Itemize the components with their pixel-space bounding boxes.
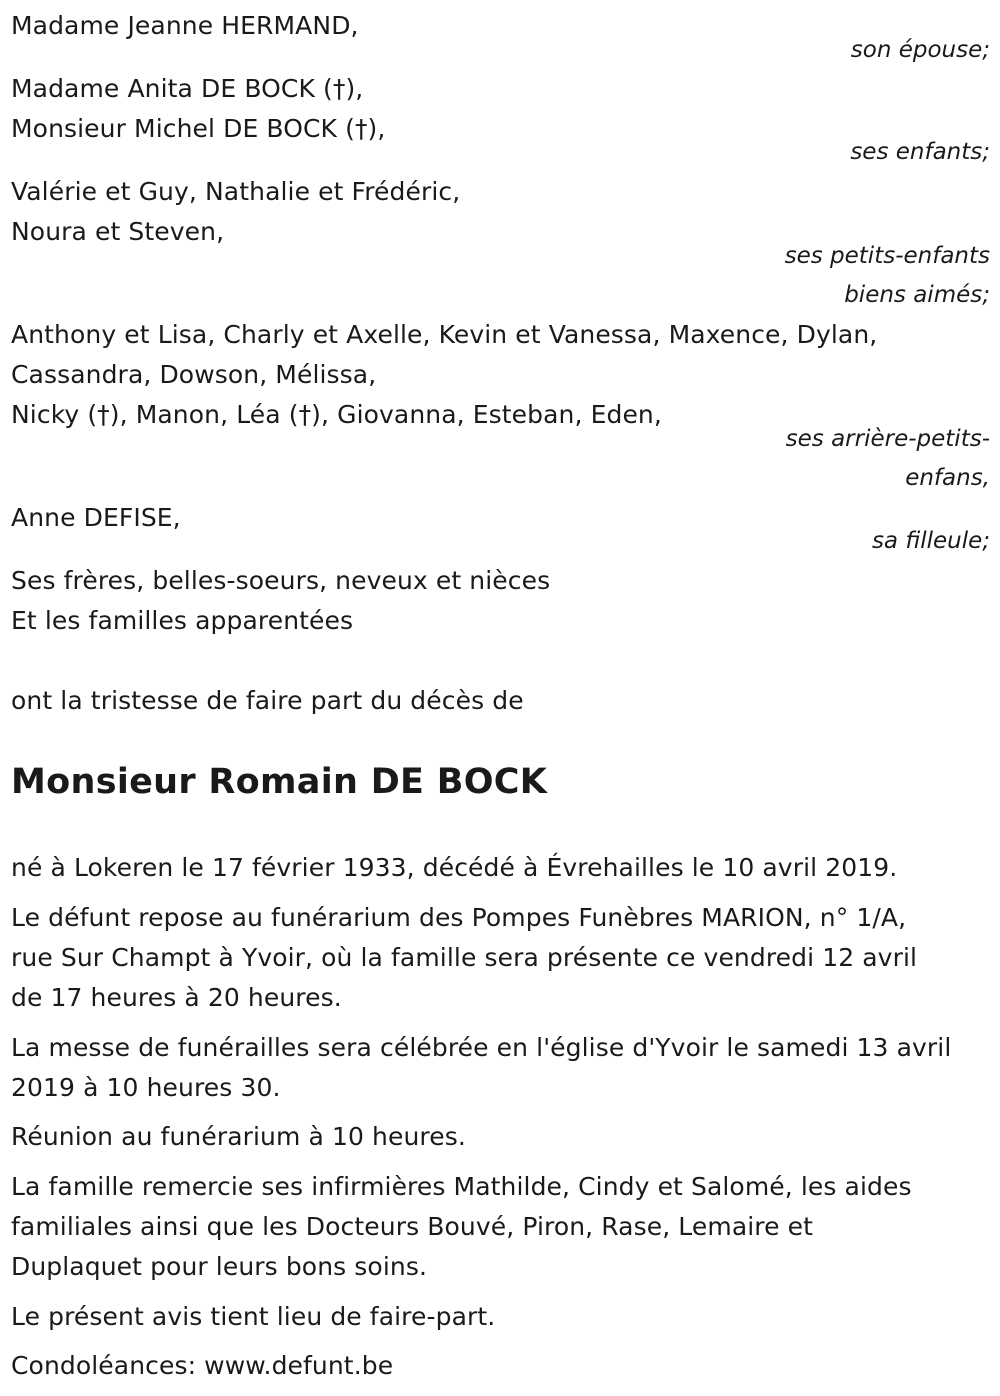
mass-line-1: La messe de funérailles sera célébrée en l'église d'Yvoir le samedi 13 avril xyxy=(11,1033,952,1062)
deceased-name: Monsieur Romain DE BOCK xyxy=(11,762,548,802)
grandchildren-relation-1: ses petits-enfants xyxy=(784,243,990,269)
siblings-line-2: Et les familles apparentées xyxy=(11,606,354,635)
repose-line-2: rue Sur Champt à Yvoir, où la famille sera présente ce vendredi 12 avril xyxy=(11,943,918,972)
greatgrandchildren-line-1: Anthony et Lisa, Charly et Axelle, Kevin et Vanessa, Maxence, Dylan, xyxy=(11,320,878,349)
spouse-relation: son épouse; xyxy=(850,37,990,63)
children-relation: ses enfants; xyxy=(850,139,990,165)
notice-line: Le présent avis tient lieu de faire-part. xyxy=(11,1302,496,1331)
announcement-intro: ont la tristesse de faire part du décès de xyxy=(11,686,524,715)
grandchildren-relation-2: biens aimés; xyxy=(844,282,990,308)
goddaughter-relation: sa filleule; xyxy=(871,528,990,554)
thanks-line-3: Duplaquet pour leurs bons soins. xyxy=(11,1252,427,1281)
children-line-1: Madame Anita DE BOCK (†), xyxy=(11,74,364,103)
meeting-line: Réunion au funérarium à 10 heures. xyxy=(11,1122,466,1151)
goddaughter-line: Anne DEFISE, xyxy=(11,503,181,532)
repose-line-1: Le défunt repose au funérarium des Pompes Funèbres MARION, n° 1/A, xyxy=(11,903,907,932)
birth-death-line: né à Lokeren le 17 février 1933, décédé à Évrehailles le 10 avril 2019. xyxy=(11,853,898,882)
thanks-line-2: familiales ainsi que les Docteurs Bouvé, Piron, Rase, Lemaire et xyxy=(11,1212,814,1241)
thanks-line-1: La famille remercie ses infirmières Mathilde, Cindy et Salomé, les aides xyxy=(11,1172,912,1201)
siblings-line-1: Ses frères, belles-soeurs, neveux et nièces xyxy=(11,566,551,595)
grandchildren-line-1: Valérie et Guy, Nathalie et Frédéric, xyxy=(11,177,461,206)
greatgrandchildren-line-3: Nicky (†), Manon, Léa (†), Giovanna, Esteban, Eden, xyxy=(11,400,662,429)
repose-line-3: de 17 heures à 20 heures. xyxy=(11,983,342,1012)
grandchildren-line-2: Noura et Steven, xyxy=(11,217,225,246)
greatgrandchildren-line-2: Cassandra, Dowson, Mélissa, xyxy=(11,360,377,389)
greatgrandchildren-relation-1: ses arrière-petits- xyxy=(785,426,990,452)
children-line-2: Monsieur Michel DE BOCK (†), xyxy=(11,114,386,143)
spouse-line: Madame Jeanne HERMAND, xyxy=(11,11,359,40)
condolences-line: Condoléances: www.defunt.be xyxy=(11,1351,394,1380)
mass-line-2: 2019 à 10 heures 30. xyxy=(11,1073,281,1102)
greatgrandchildren-relation-2: enfans, xyxy=(905,465,990,491)
